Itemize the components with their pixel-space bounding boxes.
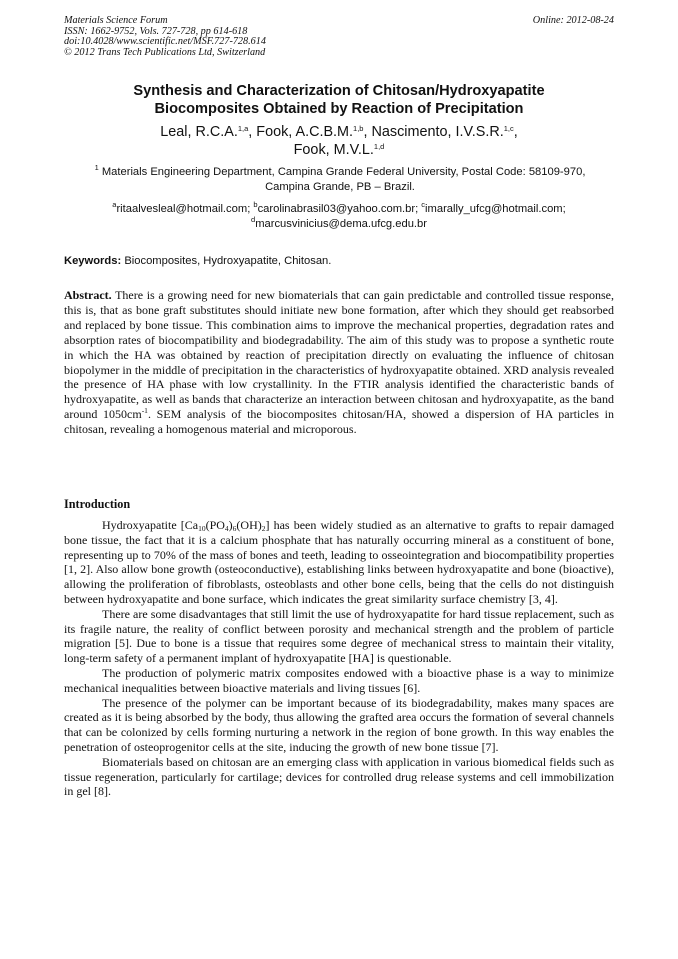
formula-sub: 6 bbox=[232, 524, 237, 533]
intro-paragraph: The presence of the polymer can be important because of its biodegradability, makes many spaces are created as it is being absorbed by the body, thus allowing the grafted area occurs the formation of several channels that can be colonized by cells forming nurturing a network in the region of bone growth. In this way enables the penetration of osteoprogenitor cells at the site, inducing the growth of new bone tissue [7]. bbox=[64, 695, 614, 754]
title-line-2: Biocomposites Obtained by Reaction of Precipitation bbox=[154, 100, 524, 117]
issn-line: ISSN: 1662-9752, Vols. 727-728, pp 614-618 bbox=[64, 25, 248, 37]
author-affil-sup: 1,b bbox=[353, 124, 364, 133]
email-sup: c bbox=[421, 200, 426, 209]
formula-text: Hydroxyapatite [Ca bbox=[102, 518, 199, 532]
affiliation-sup: 1 bbox=[94, 163, 99, 172]
affiliation bbox=[80, 165, 600, 194]
author-affil-sup: 1,a bbox=[237, 124, 249, 133]
intro-paragraph: Biomaterials based on chitosan are an emerging class with application in various biomedical fields such as tissue regeneration, particularly for cartilage; devices for controlled drug release systems and cell immobilization in gel [8]. bbox=[64, 754, 614, 799]
author-list bbox=[64, 124, 614, 159]
abstract bbox=[64, 288, 614, 437]
abstract-text-end: . SEM analysis of the biocomposites chitosan/HA, showed a dispersion of HA particles in chitosan, revealing a homogenous material and microporous. bbox=[64, 407, 614, 437]
formula-text: (OH) bbox=[236, 518, 262, 532]
author-name: Fook, A.C.B.M. bbox=[256, 124, 354, 140]
email-separator: ; bbox=[247, 203, 254, 215]
author-affil-sup: 1,c bbox=[503, 124, 514, 133]
formula-sub: 10 bbox=[198, 524, 206, 533]
author-name: Fook, M.V.L. bbox=[293, 141, 374, 158]
abstract-text: There is a growing need for new biomaterials that can gain predictable and controlled tissue response, this is, that as bone graft substitutes should initiate new bone formation, after which they should get reabsorbed and replaced by bone tissue. This combination aims to improve the mechanical properties, degradation rates and absorption rates of biocompatibility and biodegradability. The aim of this study was to propose a synthetic route in which the HA was obtained by reaction of precipitation directly on evaluating the influence of chitosan biopolymer in the middle of precipitation in the characteristics of hydroxyapatite obtained. XRD analysis revealed the presence of HA phase with low crystallinity. In the FTIR analysis identified the characteristic bands of hydroxyapatite, as well as bands that characterize an interaction between chitosan and hydroxyapatite, as the band around 1050cm bbox=[64, 288, 614, 422]
keywords-label: Keywords: bbox=[64, 255, 122, 267]
abstract-unit-sup: -1 bbox=[141, 406, 148, 416]
email-address: ritaalvesleal@hotmail.com bbox=[116, 203, 248, 215]
paragraph-text: ] has been widely studied as an alternative to grafts to repair damaged bone tissue, the fact that it is a calcium phosphate that has naturally occurring mineral as a constituent of bone, representing up to 70% of the mass of bones and teeth, leading to osseointegration and biocompatibility properties [1, 2]. Also allow bone growth (osteoconductive), establishing links between hydroxyapatite and bone (bioactive), allowing the proliferation of fibroblasts, osteoblasts and other bone cells, being that the cells do not distinguish between hydroxyapatite and bone surface, which indicates the great similarity surface chemistry [3, 4]. bbox=[64, 518, 614, 606]
affiliation-text: Materials Engineering Department, Campina Grande Federal University, Postal Code: 58109-970, Campina Grande, PB – Brazil. bbox=[101, 166, 586, 193]
email-sup: b bbox=[253, 200, 258, 209]
keywords-text: Biocomposites, Hydroxyapatite, Chitosan. bbox=[124, 255, 332, 267]
abstract-label: Abstract. bbox=[64, 288, 112, 302]
doi-line: doi:10.4028/www.scientific.net/MSF.727-728.614 bbox=[64, 36, 266, 48]
introduction-heading: Introduction bbox=[64, 497, 131, 511]
intro-paragraph: There are some disadvantages that still limit the use of hydroxyapatite for hard tissue replacement, such as its fragile nature, the reality of conflict between porosity and mechanical strength and the problem of particle migration [5]. Due to bone is a tissue that requires some degree of mechanical stress to maintain their vitality, long-term safety of a permanent implant of hydroxyapatite [HA] is questionable. bbox=[64, 606, 614, 666]
email-address: imarally_ufcg@hotmail.com bbox=[425, 203, 563, 215]
email-sup: d bbox=[251, 214, 256, 224]
email-address: marcusvinicius@dema.ufcg.edu.br bbox=[255, 217, 427, 230]
online-date: Online: 2012-08-24 bbox=[532, 15, 614, 26]
formula-text: ) bbox=[228, 518, 233, 532]
email-list bbox=[64, 202, 614, 231]
author-separator: , bbox=[363, 124, 372, 140]
title-line-1: Synthesis and Characterization of Chitosan/Hydroxyapatite bbox=[133, 83, 545, 99]
email-separator: ; bbox=[415, 203, 422, 215]
journal-name: Materials Science Forum bbox=[64, 15, 168, 26]
author-name: Nascimento, I.V.S.R. bbox=[371, 124, 504, 140]
formula-text: (PO bbox=[205, 518, 225, 532]
formula-sub: 4 bbox=[224, 524, 229, 533]
keywords bbox=[64, 254, 614, 268]
email-address: carolinabrasil03@yahoo.com.br bbox=[257, 203, 416, 215]
copyright-line: © 2012 Trans Tech Publications Ltd, Switzerland bbox=[64, 46, 266, 58]
author-name: Leal, R.C.A. bbox=[160, 124, 238, 140]
paper-title bbox=[64, 83, 614, 118]
email-sup: a bbox=[112, 200, 117, 209]
intro-paragraph: The production of polymeric matrix composites endowed with a bioactive phase is a way to minimize mechanical inequalities between bioactive materials and living tissues [6]. bbox=[64, 665, 614, 695]
introduction-body bbox=[64, 518, 614, 799]
author-affil-sup: 1,d bbox=[373, 141, 385, 151]
author-separator: , bbox=[248, 124, 257, 140]
email-separator: ; bbox=[562, 203, 566, 215]
author-separator: , bbox=[513, 124, 518, 140]
formula-sub: 2 bbox=[261, 524, 266, 533]
page-header bbox=[64, 16, 614, 58]
intro-paragraph bbox=[64, 518, 614, 607]
